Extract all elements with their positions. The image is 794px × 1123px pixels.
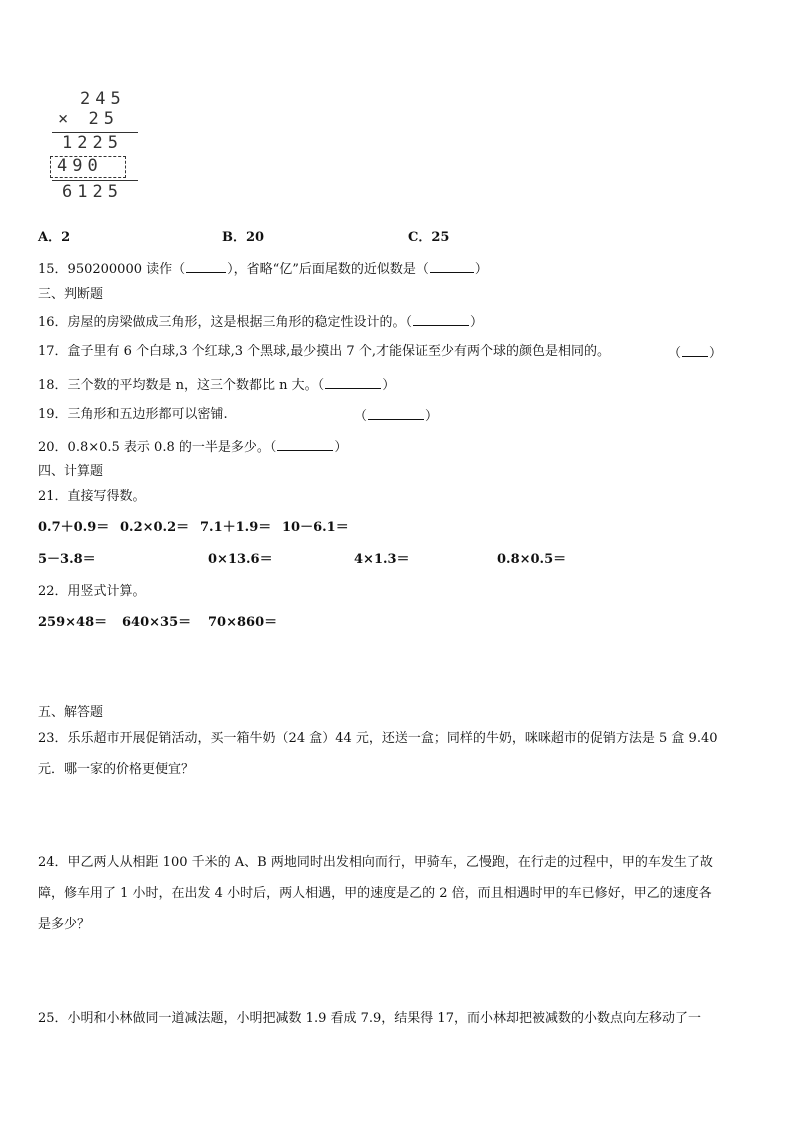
q20-end: ） [334,440,348,455]
question-15 [38,260,488,278]
question-23-line-2: 元．哪一家的价格更便宜？ [38,762,195,777]
vm-row-product: 6125 [62,182,123,202]
section-5-title: 五、解答题 [38,705,104,720]
question-21-title: 21．直接写得数。 [38,489,146,504]
q17-blank[interactable] [682,344,708,357]
option-a: A．2 [38,230,71,245]
question-24-line-2: 障，修车用了 1 小时，在出发 4 小时后，两人相遇，甲的速度是乙的 2 倍，而且相遇时甲的车已修好，甲乙的速度各 [38,886,712,901]
q19-paren: （ [354,409,368,424]
vm-rule-2 [52,180,138,181]
option-b: B．20 [222,230,265,245]
q15-blank-1[interactable] [186,260,226,273]
q17-end: ） [709,346,723,361]
q17-text: 17．盒子里有 6 个白球,3 个红球,3 个黑球,最少摸出 7 个,才能保证至少有两个球的颜色是相同的。 [38,344,610,359]
q15-mid: ），省略“亿”后面尾数的近似数是（ [227,262,429,277]
q22-item: 259×48＝ [38,615,108,630]
q19-answer [354,407,438,425]
q21-item: 5－3.8＝ [38,552,96,567]
q19-text: 19．三角形和五边形都可以密铺. [38,407,228,422]
question-19 [38,407,228,423]
q17-paren: （ [668,346,682,361]
q18-text: 18．三个数的平均数是 n，这三个数都比 n 大。（ [38,378,325,393]
q19-blank[interactable] [368,407,424,420]
q21-item: 0×13.6＝ [208,552,273,567]
question-16 [38,313,483,331]
question-25-line-1: 25．小明和小林做同一道减法题，小明把减数 1.9 看成 7.9，结果得 17，而小林却把被减数的小数点向左移动了一 [38,1011,701,1026]
q21-item: 0.8×0.5＝ [497,552,567,567]
q20-blank[interactable] [277,438,333,451]
question-22-title: 22．用竖式计算。 [38,584,146,599]
q15-prefix: 15．950200000 读作（ [38,262,186,277]
q17-answer [668,344,722,362]
q19-end: ） [425,409,439,424]
question-17 [38,344,610,360]
vm-row-partial-1: 1225 [62,133,123,153]
q15-blank-2[interactable] [430,260,474,273]
vm-row-partial-2: 490 [57,156,103,176]
vm-row-multiplicand: 245 [80,89,126,109]
question-20 [38,438,347,456]
q21-item: 4×1.3＝ [354,552,410,567]
question-18 [38,376,395,394]
question-24-line-3: 是多少？ [38,917,91,932]
q21-item: 0.7＋0.9＝ [38,520,110,535]
q16-end: ） [470,315,484,330]
q22-item: 70×860＝ [208,615,278,630]
q20-text: 20．0.8×0.5 表示 0.8 的一半是多少。（ [38,440,277,455]
q15-suffix: ） [474,262,488,277]
q16-text: 16．房屋的房梁做成三角形，这是根据三角形的稳定性设计的。（ [38,315,413,330]
q18-end: ） [382,378,396,393]
q21-item: 10－6.1＝ [282,520,349,535]
vm-row-multiplier: × 25 [58,109,119,129]
q22-item: 640×35＝ [122,615,192,630]
section-3-title: 三、判断题 [38,287,104,302]
q21-item: 7.1＋1.9＝ [200,520,272,535]
q16-blank[interactable] [413,313,469,326]
q18-blank[interactable] [325,376,381,389]
q21-item: 0.2×0.2＝ [120,520,190,535]
question-24-line-1: 24．甲乙两人从相距 100 千米的 A、B 两地同时出发相向而行，甲骑车，乙慢跑，在行走的过程中，甲的车发生了故 [38,855,713,870]
section-4-title: 四、计算题 [38,464,104,479]
question-23-line-1: 23．乐乐超市开展促销活动，买一箱牛奶（24 盒）44 元，还送一盒；同样的牛奶，咪咪超市的促销方法是 5 盒 9.40 [38,731,718,746]
option-c: C．25 [408,230,450,245]
